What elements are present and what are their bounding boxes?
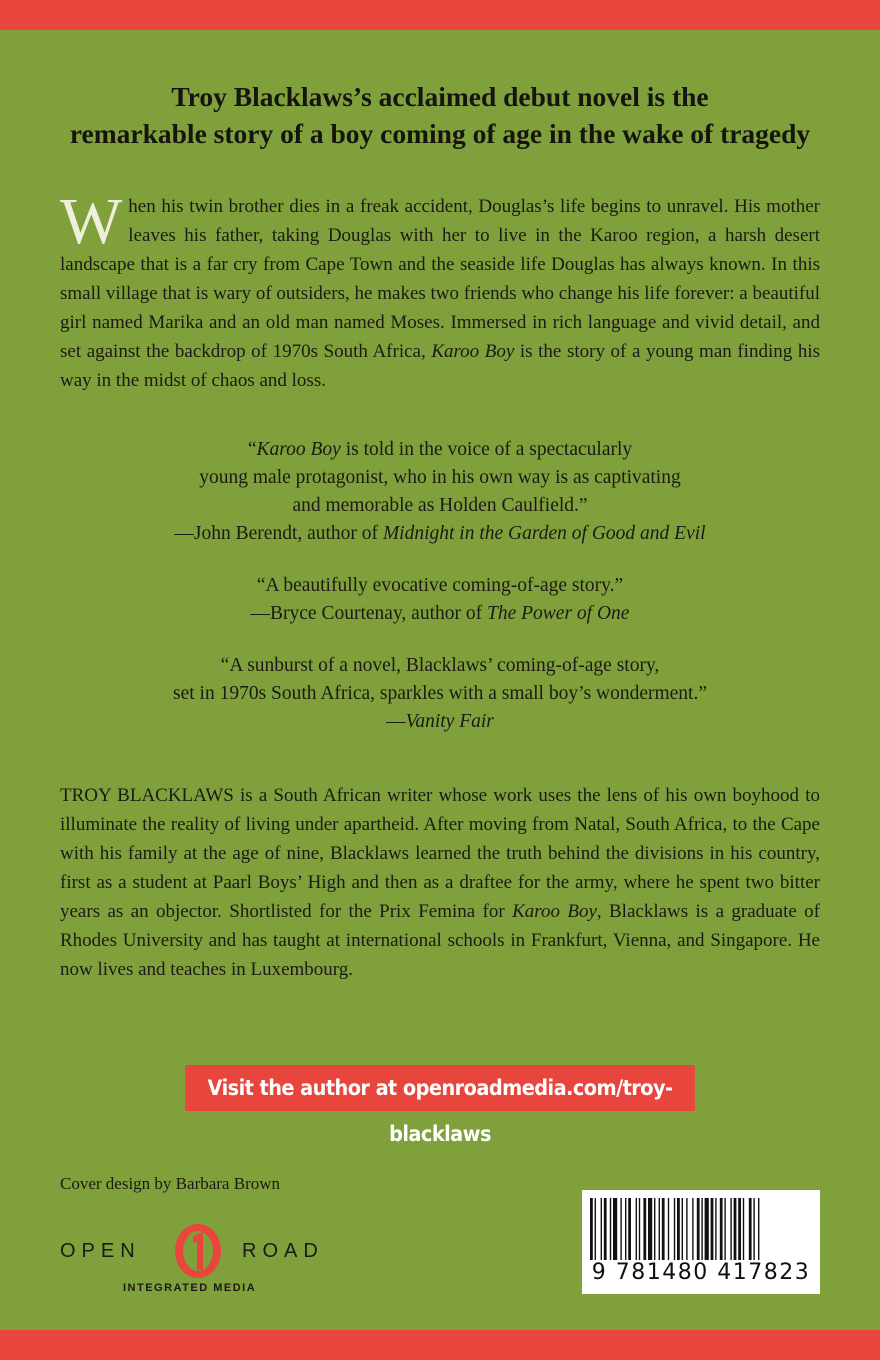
book-description xyxy=(60,185,821,395)
quote-line-2: set in 1970s South Africa, sparkles with a small boy’s wonderment.” xyxy=(172,683,707,704)
top-accent-band xyxy=(0,0,880,30)
quote-line-2: young male protagonist, who in his own way is as captivating xyxy=(199,467,681,488)
visit-author-banner[interactable]: Visit the author at openroadmedia.com/troy-blacklaws xyxy=(185,1065,695,1111)
logo-word-road: ROAD xyxy=(242,1240,324,1262)
open-road-logo-icon xyxy=(171,1222,225,1287)
quote-vanity-fair xyxy=(40,652,840,736)
quote-text: “A beautifully evocative coming-of-age story.” xyxy=(256,575,624,596)
attribution-title: Midnight in the Garden of Good and Evil xyxy=(382,523,706,544)
headline xyxy=(40,78,840,152)
bio-text-2: , Blacklaws is a graduate of Rhodes University and has taught at international schools in Frankfurt, Vienna, and Singapore. He now lives and teaches in Luxembourg. xyxy=(60,901,820,980)
quote-line-1: “A sunburst of a novel, Blacklaws’ coming-of-age story, xyxy=(220,655,660,676)
description-text-1: hen his twin brother dies in a freak accident, Douglas’s life begins to unravel. His mother leaves his father, taking Douglas with her to live in the Karoo region, a harsh desert landscape that is a far cry from Cape Town and the seaside life Douglas has always known. In this small village that is wary of outsiders, he makes two friends who change his life forever: a beautiful girl named Marika and an old man named Moses. Immersed in rich language and vivid detail, and set against the backdrop of 1970s South Africa, xyxy=(60,196,820,362)
publisher-logo xyxy=(58,1222,348,1302)
barcode-icon xyxy=(588,1198,814,1260)
quote-line-1: is told in the voice of a spectacularly xyxy=(340,439,633,460)
quote-courtenay xyxy=(40,572,840,628)
attribution-text: — xyxy=(386,711,406,732)
headline-line-2: remarkable story of a boy coming of age in the wake of tragedy xyxy=(69,118,811,149)
cover-design-credit: Cover design by Barbara Brown xyxy=(60,1174,281,1193)
quote-attribution xyxy=(40,600,840,628)
quote-line-3: and memorable as Holden Caulfield.” xyxy=(292,495,588,516)
attribution-text: —John Berendt, author of xyxy=(174,523,383,544)
bio-text-1: TROY BLACKLAWS is a South African writer whose work uses the lens of his own boyhood to illuminate the reality of living under apartheid. After moving from Natal, South Africa, to the Cape with his family at the age of nine, Blacklaws learned the truth behind the divisions in his country, first as a student at Paarl Boys’ High and then as a draftee for the army, where he spent two bitter years as an objector. Shortlisted for the Prix Femina for xyxy=(60,785,820,922)
logo-subtitle: INTEGRATED MEDIA xyxy=(123,1282,257,1294)
quote-open-mark: “ xyxy=(247,439,257,460)
attribution-title: The Power of One xyxy=(487,603,630,624)
quote-book-title: Karoo Boy xyxy=(256,439,341,460)
author-bio xyxy=(60,781,820,984)
quote-attribution xyxy=(40,708,840,736)
isbn-barcode xyxy=(582,1190,820,1294)
logo-word-open: OPEN xyxy=(60,1240,141,1262)
attribution-title: Vanity Fair xyxy=(405,711,494,732)
bottom-accent-band xyxy=(0,1330,880,1360)
bio-book-title: Karoo Boy xyxy=(512,901,597,922)
praise-quotes xyxy=(40,436,840,760)
quote-attribution xyxy=(40,520,840,548)
description-book-title: Karoo Boy xyxy=(431,341,515,362)
quote-berendt xyxy=(40,436,840,548)
drop-cap: W xyxy=(60,185,123,258)
headline-line-1: Troy Blacklaws’s acclaimed debut novel is the xyxy=(171,81,709,112)
attribution-text: —Bryce Courtenay, author of xyxy=(250,603,487,624)
isbn-number: 9 781480 417823 xyxy=(591,1260,811,1285)
description-text-2: is the story of a young man finding his way in the midst of chaos and loss. xyxy=(60,341,821,391)
